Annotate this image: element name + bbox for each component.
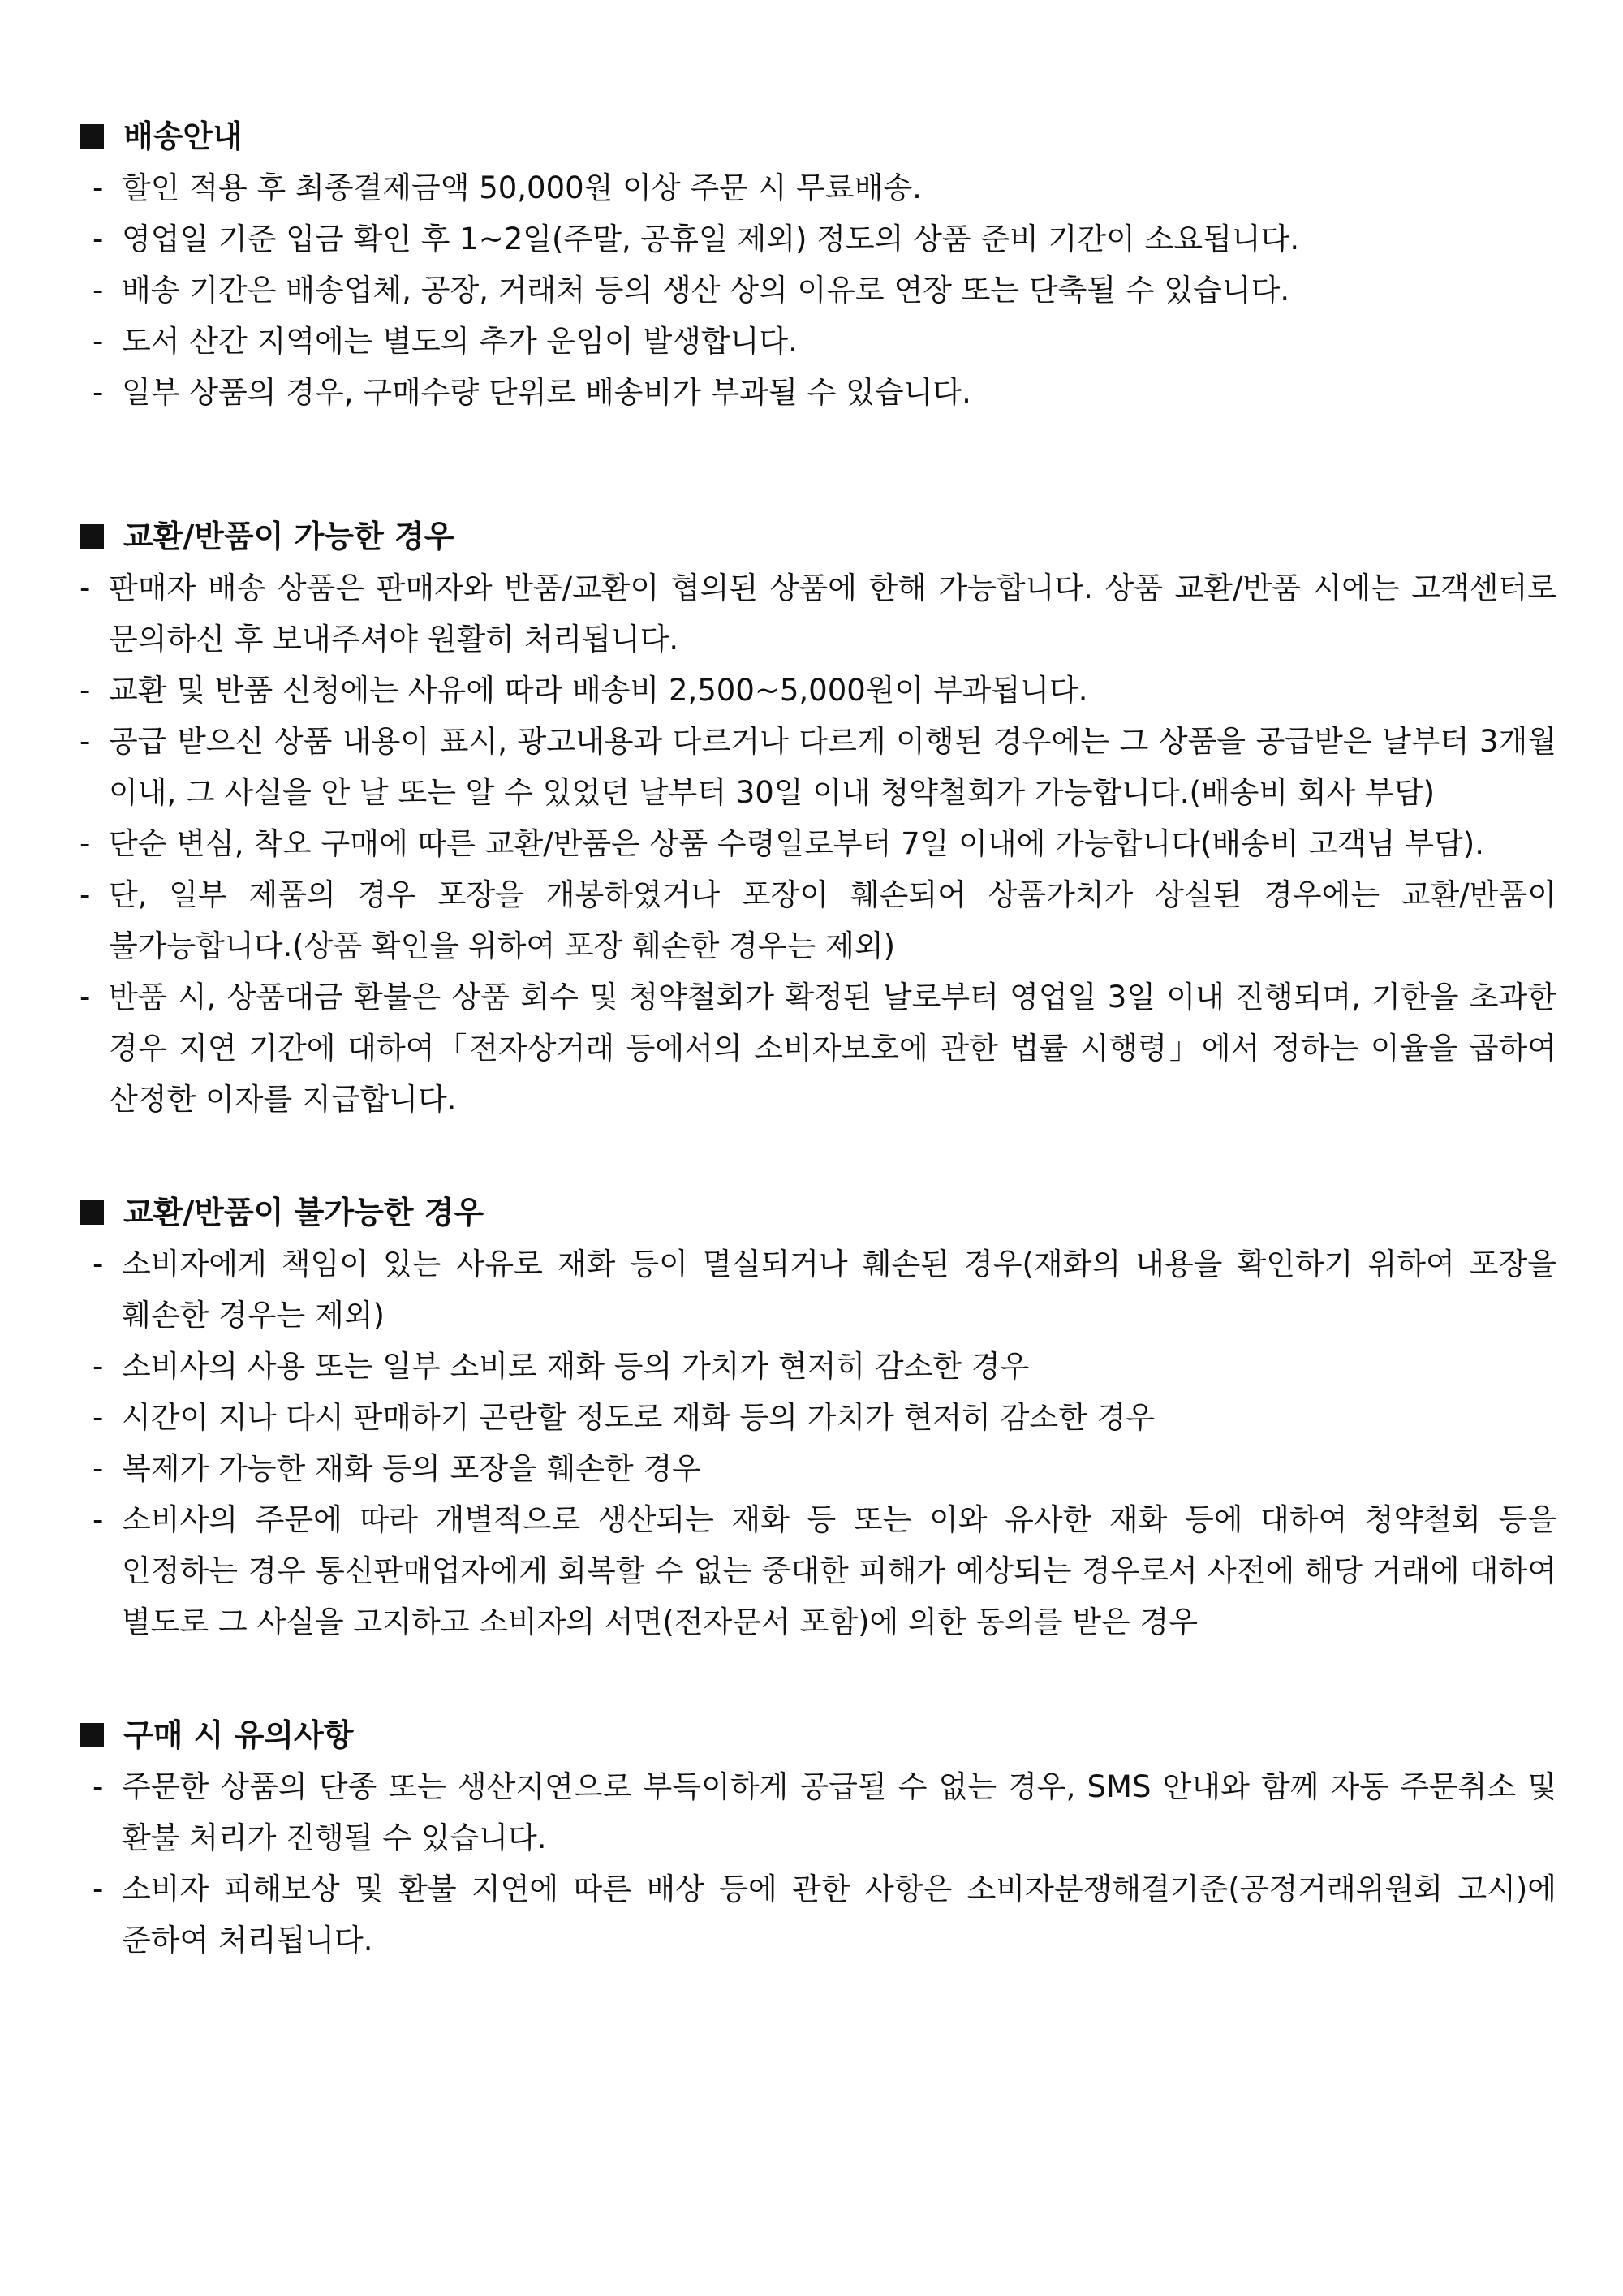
list-item: - 영업일 기준 입금 확인 후 1~2일(주말, 공휴일 제외) 정도의 상품 준비 기간이 소요됩니다. <box>80 213 1556 265</box>
dash-marker: - <box>93 273 104 308</box>
dash-marker: - <box>80 877 91 912</box>
spacer <box>80 418 1556 514</box>
dash-marker: - <box>93 1400 104 1435</box>
list-item: - 도서 산간 지역에는 별도의 추가 운임이 발생합니다. <box>80 316 1556 367</box>
square-bullet-icon <box>80 124 104 149</box>
square-bullet-icon <box>80 1200 104 1225</box>
section-exchange-return-impossible <box>80 1190 1556 1648</box>
dash-marker: - <box>93 1872 104 1906</box>
dash-marker: - <box>93 170 104 205</box>
dash-marker: - <box>93 1349 104 1384</box>
list-item: - 공급 받으신 상품 내용이 표시, 광고내용과 다르거나 다르게 이행된 경우에는 그 상품을 공급받은 날부터 3개월 이내, 그 사실을 안 날 또는 알 수 있었던 날부터 30일 이내 청약철회가 가능합니다.(배송비 회사 부담) <box>80 716 1556 818</box>
list-item: - 단순 변심, 착오 구매에 따른 교환/반품은 상품 수령일로부터 7일 이내에 가능합니다(배송비 고객님 부담). <box>80 818 1556 869</box>
dash-marker: - <box>93 1451 104 1486</box>
list-item: - 소비사의 사용 또는 일부 소비로 재화 등의 가치가 현저히 감소한 경우 <box>80 1341 1556 1392</box>
square-bullet-icon <box>80 524 104 549</box>
section-title-text: 교환/반품이 불가능한 경우 <box>123 1195 484 1230</box>
section-title <box>80 114 1556 159</box>
list-item: - 단, 일부 제품의 경우 포장을 개봉하였거나 포장이 훼손되어 상품가치가 상실된 경우에는 교환/반품이 불가능합니다.(상품 확인을 위하여 포장 훼손한 경우는 제외) <box>80 869 1556 971</box>
dash-marker: - <box>93 1247 104 1282</box>
list-item: - 시간이 지나 다시 판매하기 곤란할 정도로 재화 등의 가치가 현저히 감소한 경우 <box>80 1392 1556 1443</box>
dash-marker: - <box>80 724 91 759</box>
section-title <box>80 1190 1556 1235</box>
list-item: - 소비자에게 책임이 있는 사유로 재화 등이 멸실되거나 훼손된 경우(재화의 내용을 확인하기 위하여 포장을 훼손한 경우는 제외) <box>80 1238 1556 1341</box>
list-item: - 할인 적용 후 최종결제금액 50,000원 이상 주문 시 무료배송. <box>80 162 1556 213</box>
list-item: - 반품 시, 상품대금 환불은 상품 회수 및 청약철회가 확정된 날로부터 영업일 3일 이내 진행되며, 기한을 초과한 경우 지연 기간에 대하여「전자상거래 등에서의 소비자보호에 관한 법률 시행령」에서 정하는 이율을 곱하여 산정한 이자를 지급합니다. <box>80 971 1556 1125</box>
section-title <box>80 1712 1556 1758</box>
list-item: - 주문한 상품의 단종 또는 생산지연으로 부득이하게 공급될 수 없는 경우, SMS 안내와 함께 자동 주문취소 및 환불 처리가 진행될 수 있습니다. <box>80 1761 1556 1863</box>
list-item: - 소비자 피해보상 및 환불 지연에 따른 배상 등에 관한 사항은 소비자분쟁해결기준(공정거래위원회 고시)에 준하여 처리됩니다. <box>80 1863 1556 1966</box>
list-item: - 배송 기간은 배송업체, 공장, 거래처 등의 생산 상의 이유로 연장 또는 단축될 수 있습니다. <box>80 265 1556 316</box>
item-list <box>80 562 1556 1125</box>
section-exchange-return-possible <box>80 514 1556 1125</box>
spacer <box>80 1125 1556 1190</box>
item-list <box>80 1761 1556 1966</box>
dash-marker: - <box>93 324 104 359</box>
dash-marker: - <box>80 571 91 605</box>
item-list <box>80 1238 1556 1648</box>
dash-marker: - <box>80 980 91 1014</box>
dash-marker: - <box>93 222 104 256</box>
list-item: - 일부 상품의 경우, 구매수량 단위로 배송비가 부과될 수 있습니다. <box>80 367 1556 418</box>
dash-marker: - <box>80 826 91 861</box>
spacer <box>80 1648 1556 1712</box>
dash-marker: - <box>80 673 91 708</box>
list-item: - 복제가 가능한 재화 등의 포장을 훼손한 경우 <box>80 1443 1556 1494</box>
list-item: - 소비사의 주문에 따라 개별적으로 생산되는 재화 등 또는 이와 유사한 재화 등에 대하여 청약철회 등을 인정하는 경우 통신판매업자에게 회복할 수 없는 중대한 피해가 예상되는 경우로서 사전에 해당 거래에 대하여 별도로 그 사실을 고지하고 소비자의 서면(전자문서 포함)에 의한 동의를 받은 경우 <box>80 1494 1556 1648</box>
section-title-text: 교환/반품이 가능한 경우 <box>123 519 454 554</box>
dash-marker: - <box>93 1502 104 1537</box>
section-purchase-notes <box>80 1712 1556 1966</box>
list-item: - 교환 및 반품 신청에는 사유에 따라 배송비 2,500~5,000원이 부과됩니다. <box>80 665 1556 716</box>
section-shipping-info <box>80 114 1556 418</box>
square-bullet-icon <box>80 1723 104 1747</box>
item-list <box>80 162 1556 418</box>
section-title <box>80 514 1556 559</box>
section-title-text: 구매 시 유의사항 <box>123 1717 354 1753</box>
section-title-text: 배송안내 <box>123 118 243 154</box>
dash-marker: - <box>93 375 104 410</box>
dash-marker: - <box>93 1769 104 1804</box>
list-item: - 판매자 배송 상품은 판매자와 반품/교환이 협의된 상품에 한해 가능합니다. 상품 교환/반품 시에는 고객센터로 문의하신 후 보내주셔야 원활히 처리됩니다. <box>80 562 1556 665</box>
